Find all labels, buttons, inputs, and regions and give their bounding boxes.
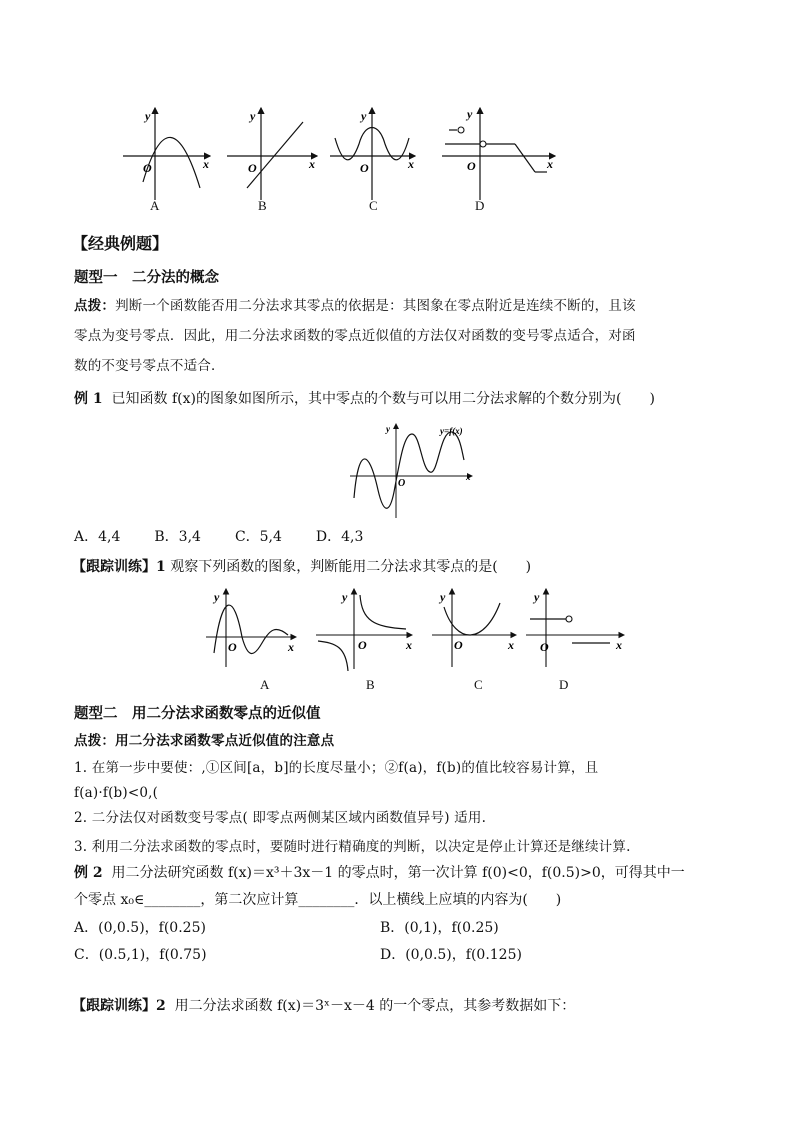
practice1-graph-b	[316, 589, 412, 671]
practice1-caption-a: A	[260, 677, 270, 692]
example1-option-a[interactable]: A．4,4	[74, 529, 121, 545]
practice1-d-y: y	[534, 590, 540, 604]
graph-c-origin: O	[360, 161, 369, 175]
practice1-b-x: x	[406, 638, 412, 652]
graph-b-x-label: x	[309, 157, 315, 171]
type1-tip-label: 点拨：	[74, 298, 116, 314]
practice1-label: 【跟踪训练】1	[72, 559, 166, 575]
example2-option-a[interactable]: A．(0,0.5)，f(0.25)	[74, 920, 206, 936]
practice1-a-y: y	[214, 590, 220, 604]
example1-option-c[interactable]: C．5,4	[234, 529, 282, 545]
practice1-caption-b: B	[366, 677, 375, 692]
type2-title: 题型二 用二分法求函数零点的近似值	[74, 705, 321, 722]
example1-graph-fn: y=f(x)	[440, 426, 463, 436]
example2-label: 例 2	[74, 865, 103, 881]
practice1-graph-a	[206, 589, 296, 667]
type1-tip-line-3: 数的不变号零点不适合．	[74, 358, 225, 374]
practice2-question	[72, 996, 575, 1016]
graph-c-x-label: x	[408, 157, 414, 171]
example2-option-c[interactable]: C．(0.5,1)，f(0.75)	[74, 947, 207, 963]
top-graphs	[115, 100, 565, 220]
example2-option-d[interactable]: D．(0,0.5)，f(0.125)	[380, 947, 522, 963]
type2-note2: 2. 二分法仅对函数变号零点( 即零点两侧某区域内函数值异号) 适用.	[74, 810, 487, 826]
type2-note3: 3. 利用二分法求函数的零点时，要随时进行精确度的判断，以决定是停止计算还是继续计算.	[74, 839, 631, 855]
practice1-c-x: x	[508, 638, 514, 652]
type1-title: 题型一 二分法的概念	[74, 269, 219, 286]
graph-d-x-label: x	[547, 157, 553, 171]
practice2-text: 用二分法求函数 f(x)＝3ˣ－x－4 的一个零点，其参考数据如下：	[174, 998, 576, 1014]
practice2-label: 【跟踪训练】2	[72, 998, 166, 1014]
practice1-b-y: y	[342, 590, 348, 604]
graph-a-x-label: x	[203, 157, 209, 171]
practice1-a-o: O	[228, 640, 237, 654]
graph-a	[123, 108, 210, 200]
example1-option-b[interactable]: B．3,4	[154, 529, 201, 545]
example1-question	[74, 389, 655, 409]
practice1-graphs	[200, 585, 630, 675]
example1-graph-y: y	[386, 424, 390, 434]
practice1-c-y: y	[440, 590, 446, 604]
practice1-d-o: O	[540, 640, 549, 654]
example2-line1	[74, 863, 685, 883]
practice1-graph-c	[432, 589, 516, 667]
graph-b	[227, 108, 317, 200]
graph-d-origin: O	[467, 159, 476, 173]
graph-c-y-label: y	[361, 109, 367, 123]
graph-b-y-label: y	[250, 109, 256, 123]
example1-label: 例 1	[74, 391, 103, 407]
type1-tip-text-1: 判断一个函数能否用二分法求其零点的依据是：其图象在零点附近是连续不断的，且该	[115, 298, 636, 314]
example1-graph	[348, 420, 478, 520]
graph-a-origin: O	[143, 161, 152, 175]
practice1-graph-d	[526, 589, 624, 667]
section-title: 【经典例题】	[72, 234, 169, 253]
practice1-c-o: O	[454, 638, 463, 652]
example2-text-1: 用二分法研究函数 f(x)＝x³＋3x－1 的零点时，第一次计算 f(0)<0，f(0.5)>0，可得其中一	[111, 865, 685, 881]
example1-graph-x: x	[466, 472, 471, 482]
type2-note1-a: 1. 在第一步中要使：,①区间[a，b]的长度尽量小；②f(a)，f(b)的值比较容易计算，且	[74, 760, 599, 776]
example1-options	[74, 527, 363, 547]
example2-option-b[interactable]: B．(0,1)，f(0.25)	[380, 920, 499, 936]
practice1-a-x: x	[288, 640, 294, 654]
graph-b-origin: O	[248, 161, 257, 175]
graph-d	[442, 107, 555, 200]
practice1-question	[72, 557, 531, 577]
practice1-caption-c: C	[474, 677, 483, 692]
example1-text: 已知函数 f(x)的图象如图所示，其中零点的个数与可以用二分法求解的个数分别为( )	[111, 391, 655, 407]
type1-tip-line-1	[74, 296, 636, 316]
graph-c	[330, 108, 415, 200]
practice1-graphs-svg	[200, 585, 630, 675]
example2-line2: 个零点 x₀∈________，第二次应计算________．以上横线上应填的内容为( )	[74, 892, 562, 908]
practice1-d-x: x	[616, 638, 622, 652]
graph-d-y-label: y	[467, 107, 473, 121]
top-caption-b: B	[258, 198, 267, 213]
example1-graph-svg	[348, 420, 478, 520]
top-caption-c: C	[369, 198, 378, 213]
example1-graph-o: O	[398, 478, 406, 489]
type2-note1-b: f(a)·f(b)<0,(	[74, 785, 159, 801]
top-graphs-svg	[115, 100, 565, 220]
practice1-b-o: O	[358, 638, 367, 652]
practice1-text: 观察下列函数的图象，判断能用二分法求其零点的是( )	[170, 559, 532, 575]
type1-tip-line-2: 零点为变号零点．因此，用二分法求函数的零点近似值的方法仅对函数的变号零点适合，对函	[74, 328, 636, 344]
practice1-caption-d: D	[559, 677, 569, 692]
top-caption-d: D	[475, 198, 485, 213]
example1-option-d[interactable]: D．4,3	[315, 529, 364, 545]
type2-tip: 点拨：用二分法求函数零点近似值的注意点	[74, 733, 335, 749]
top-caption-a: A	[150, 198, 160, 213]
graph-a-y-label: y	[145, 109, 151, 123]
